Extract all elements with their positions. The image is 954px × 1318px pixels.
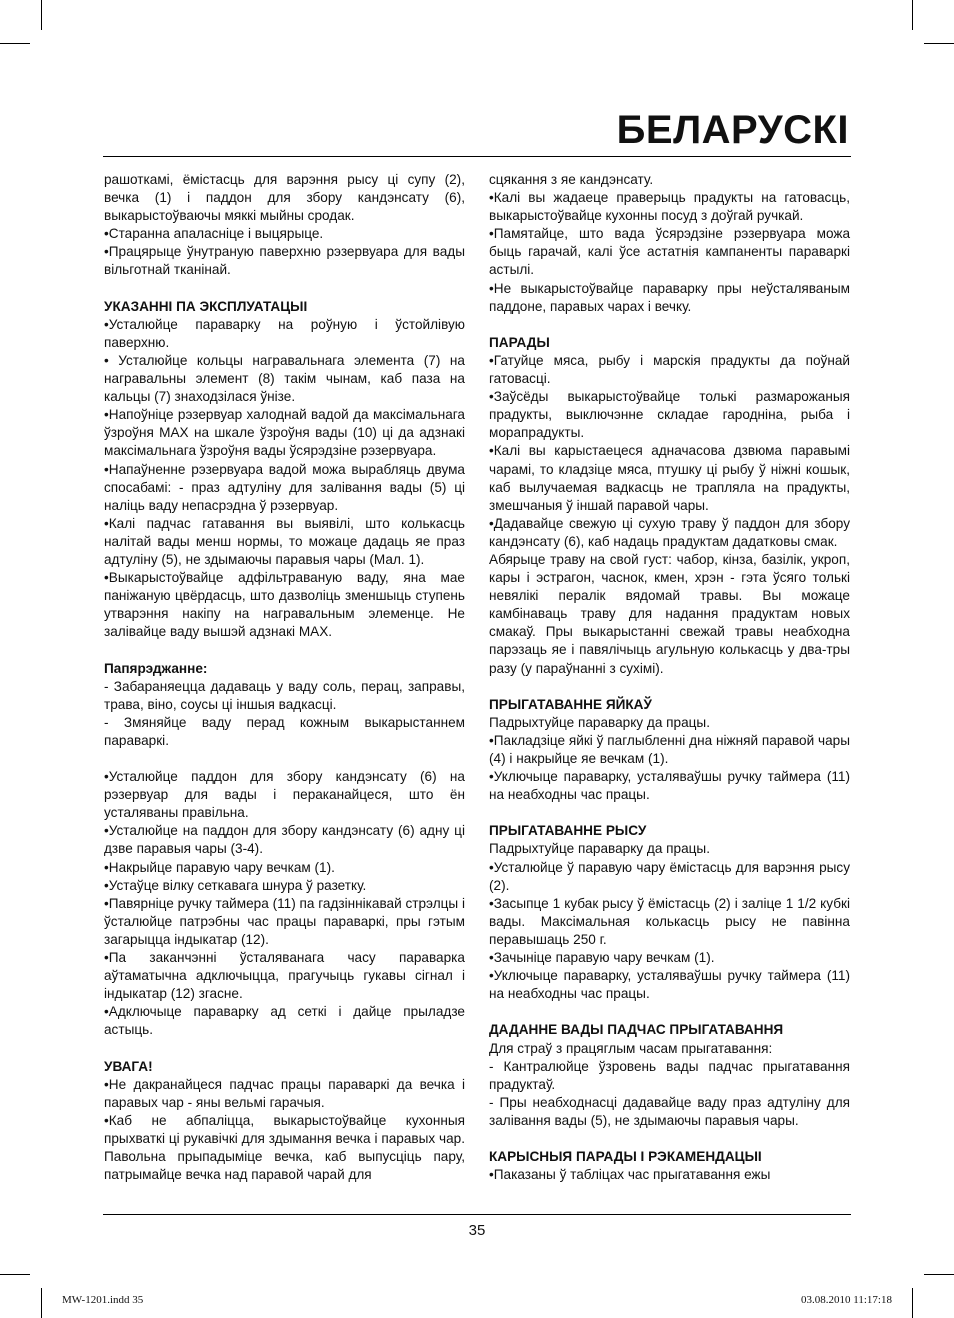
left-column	[104, 171, 465, 1184]
paragraph-gap	[104, 750, 465, 768]
paragraph: •Усталюйце паддон для збору кандэнсату (6) на рэзервуар для вады і пераканайцеся, што ён усталяваны правільна.	[104, 769, 465, 821]
section-heading: УКАЗАННІ ПА ЭКСПЛУАТАЦЫІ	[104, 298, 308, 314]
paragraph: •Устаўце вілку сеткавага шнура ў разетку.	[104, 877, 367, 893]
crop-mark	[924, 43, 954, 44]
paragraph: - Пры неабходнасці дадавайце ваду праз адтуліну для залівання вады (5), не здымаючы паравыя чары.	[489, 1094, 850, 1128]
paragraph-gap	[104, 1040, 465, 1058]
paragraph: •Заўсёды выкарыстоўвайце толькі размарожаныя прадукты, выключэнне складае гароднiна, рыба і морапрадукты.	[489, 389, 850, 441]
paragraph: •Калі вы жадаеце праверыць прадукты на гатовасць, выкарыстоўвайце кухонны посуд з доўгай ручкай.	[489, 190, 850, 224]
section-heading: ПАРАДЫ	[489, 334, 550, 350]
paragraph: •Калі вы карыстаецеся адначасова дзвюма паравымі чарамі, то кладзіце мяса, птушку ці рыбу ў ніжні кошык, каб вылучаемая вадкасць не трапляла на прадукты, змешчаныя ў іншай паравой чары.	[489, 443, 850, 513]
section-heading: КАРЫСНЫЯ ПАРАДЫ І РЭКАМЕНДАЦЫІ	[489, 1149, 762, 1165]
section-heading: УВАГА!	[104, 1058, 153, 1074]
paragraph: - Змяняйце ваду перад кожным выкарыстаннем параваркі.	[104, 714, 465, 748]
crop-mark	[912, 0, 913, 30]
section-heading: ДАДАННЕ ВАДЫ ПАДЧАС ПРЫГАТАВАННЯ	[489, 1022, 784, 1038]
paragraph: •Усталюйце параварку на роўную і ўстойлівую паверхню.	[104, 316, 465, 350]
paragraph: Для страў з працяглым часам прыгатавання:	[489, 1040, 773, 1056]
paragraph: Падрыхтуйце параварку да працы.	[489, 714, 710, 730]
paragraph: Абярыце траву на свой густ: чабор, кінза, базілік, укроп, кары і эстрагон, часнок, кмен, хрэн - гэта ўсяго толькі невялікі пералік вядомай травы. Вы можаце камбінаваць траву для надання прадуктам новых смакаў. Пры выкарыстанні свежай травы неабходна парэзаць яе і павялічыць агульную колькасць у два-тры разу (у параўнанні з сухімі).	[489, 551, 850, 676]
paragraph: рашоткамі, ёмістасць для варэння рысу ці супу (2), вечка (1) і паддон для збору кандэнсату (6), выкарыстоўваючы мяккі мыйны сродак.	[104, 172, 465, 224]
paragraph: •Гатуйце мяса, рыбу і марскія прадукты да поўнай гатовасці.	[489, 352, 850, 387]
paragraph: - Кантралюйце ўзровень вады падчас прыгатавання прадуктаў.	[489, 1058, 850, 1092]
paragraph: •Уключыце параварку, усталяваўшы ручку таймера (11) на неабходны час працы.	[489, 769, 850, 803]
paragraph: сцякання з яе кандэнсату.	[489, 172, 654, 187]
paragraph-gap	[489, 678, 850, 696]
paragraph: •Напаўненне рэзервуара вадой можа вырабляць двума спосабамі: - праз адтуліну для залівання вады (5) ці наліць ваду непасрэдна ў рэзервуар.	[104, 461, 465, 513]
paragraph: •Старанна апаласніце і выцярыце.	[104, 226, 324, 242]
header-rule	[103, 156, 851, 157]
paragraph-gap	[489, 804, 850, 822]
paragraph: •Напоўніце рэзервуар халоднай вадой да максімальнага ўзроўня MAX на шкале ўзроўня вады (10) ці да адзнакі максімальнага ўзроўня вады ўсярэдзіне рэзервуара.	[104, 407, 465, 459]
paragraph: •Памятайце, што вада ўсярэдзіне рэзервуара можа быць гарачай, калі ўсе астатнія кампаненты параваркі астылі.	[489, 226, 850, 278]
paragraph: •Дадавайце свежую ці сухую траву ў паддон для збору кандэнсату (6), каб надаць прадуктам дадатковы смак.	[489, 515, 850, 549]
paragraph: •Зачыніце паравую чару вечкам (1).	[489, 950, 715, 966]
right-column	[489, 171, 850, 1184]
paragraph-gap	[489, 316, 850, 334]
slug-file: MW-1201.indd 35	[62, 1294, 144, 1306]
paragraph: Падрыхтуйце параварку да працы.	[489, 841, 710, 857]
paragraph-gap	[489, 1003, 850, 1021]
paragraph-gap	[104, 280, 465, 298]
paragraph: •Па заканчэнні ўсталяванага часу параварка аўтаматычна адключыцца, прагучыць гукавы сігнал і індыкатар (12) згасне.	[104, 950, 465, 1002]
paragraph: •Не выкарыстоўвайце параварку пры неўсталяваным паддоне, паравых чарах і вечку.	[489, 280, 850, 314]
crop-mark	[0, 43, 30, 44]
slug-date: 03.08.2010 11:17:18	[801, 1294, 892, 1306]
paragraph: •Выкарыстоўвайце адфільтраваную ваду, яна мае паніжаную цвёрдасць, што дазволіць зменшыць ступень утварэння накіпу на награвальным элеменце. Не залівайце ваду вышэй адзнакі MAX.	[104, 570, 465, 640]
paragraph: •Адключыце параварку ад сеткі і дайце прыладзе астыць.	[104, 1004, 465, 1038]
page-number: 35	[468, 1222, 486, 1239]
crop-mark	[41, 1288, 42, 1318]
crop-mark	[912, 1288, 913, 1318]
paragraph: •Не дакранайцеся падчас працы параваркі да вечка і паравых чар - яны вельмі гарачыя.	[104, 1076, 465, 1110]
paragraph-gap	[489, 1130, 850, 1148]
footer-rule	[103, 1214, 851, 1215]
paragraph: •Павярніце ручку таймера (11) па гадзіннікавай стрэлцы і ўсталюйце патрэбны час працы параваркі, пры гэтым загарыцца індыкатар (12).	[104, 895, 465, 947]
paragraph: •Працярыце ўнутраную паверхню рэзервуара для вады вільготнай тканінай.	[104, 244, 465, 278]
paragraph-gap	[104, 641, 465, 659]
paragraph: •Накрыйце паравую чару вечкам (1).	[104, 859, 335, 875]
paragraph: •Усталюйце на паддон для збору кандэнсату (6) адну ці дзве паравыя чары (3-4).	[104, 823, 465, 857]
crop-mark	[41, 0, 42, 30]
section-heading: Папярэджанне:	[104, 660, 208, 676]
crop-mark	[924, 1274, 954, 1275]
section-heading: ПРЫГАТАВАННЕ ЯЙКАЎ	[489, 696, 652, 712]
paragraph: •Уключыце параварку, усталяваўшы ручку таймера (11) на неабходны час працы.	[489, 968, 850, 1002]
paragraph: •Паказаны ў табліцах час прыгатавання ежы	[489, 1167, 771, 1183]
paragraph: •Усталюйце ў паравую чару ёмістасць для варэння рысу (2).	[489, 859, 850, 893]
paragraph: • Усталюйце кольцы награвальнага элемента (7) на награвальны элемент (8) такім чынам, каб паза на кальцы (7) знаходзілася ўнізе.	[104, 352, 465, 405]
paragraph: •Засыпце 1 кубак рысу ў ёмістасць (2) і заліце 1 1/2 кубкі вады. Максімальная колькасць рысу не павінна перавышаць 250 г.	[489, 895, 850, 947]
section-heading: ПРЫГАТАВАННЕ РЫСУ	[489, 823, 647, 839]
paragraph: - Забараняецца дадаваць у ваду соль, перац, заправы, трава, віно, соусы ці іншыя вадкасці.	[104, 678, 465, 712]
page-title: БЕЛАРУСКІ	[616, 108, 849, 152]
paragraph: •Пакладзіце яйкі ў паглыбленні дна ніжняй паравой чары (4) і накрыйце яе вечкам (1).	[489, 732, 850, 766]
paragraph: •Каб не абпаліцца, выкарыстоўвайце кухонныя прыхваткі ці рукавічкі для здымання вечка і паравых чар. Павольна прыпадыміце вечка, каб выпусціць пару, патрымайце вечка над паравой чарай для	[104, 1112, 465, 1183]
paragraph: •Калі падчас гатавання вы выявілі, што колькасць налітай вады менш нормы, то можаце дадаць яе праз адтуліну (5), не здымаючы паравыя чары (Мал. 1).	[104, 515, 465, 567]
crop-mark	[0, 1274, 30, 1275]
